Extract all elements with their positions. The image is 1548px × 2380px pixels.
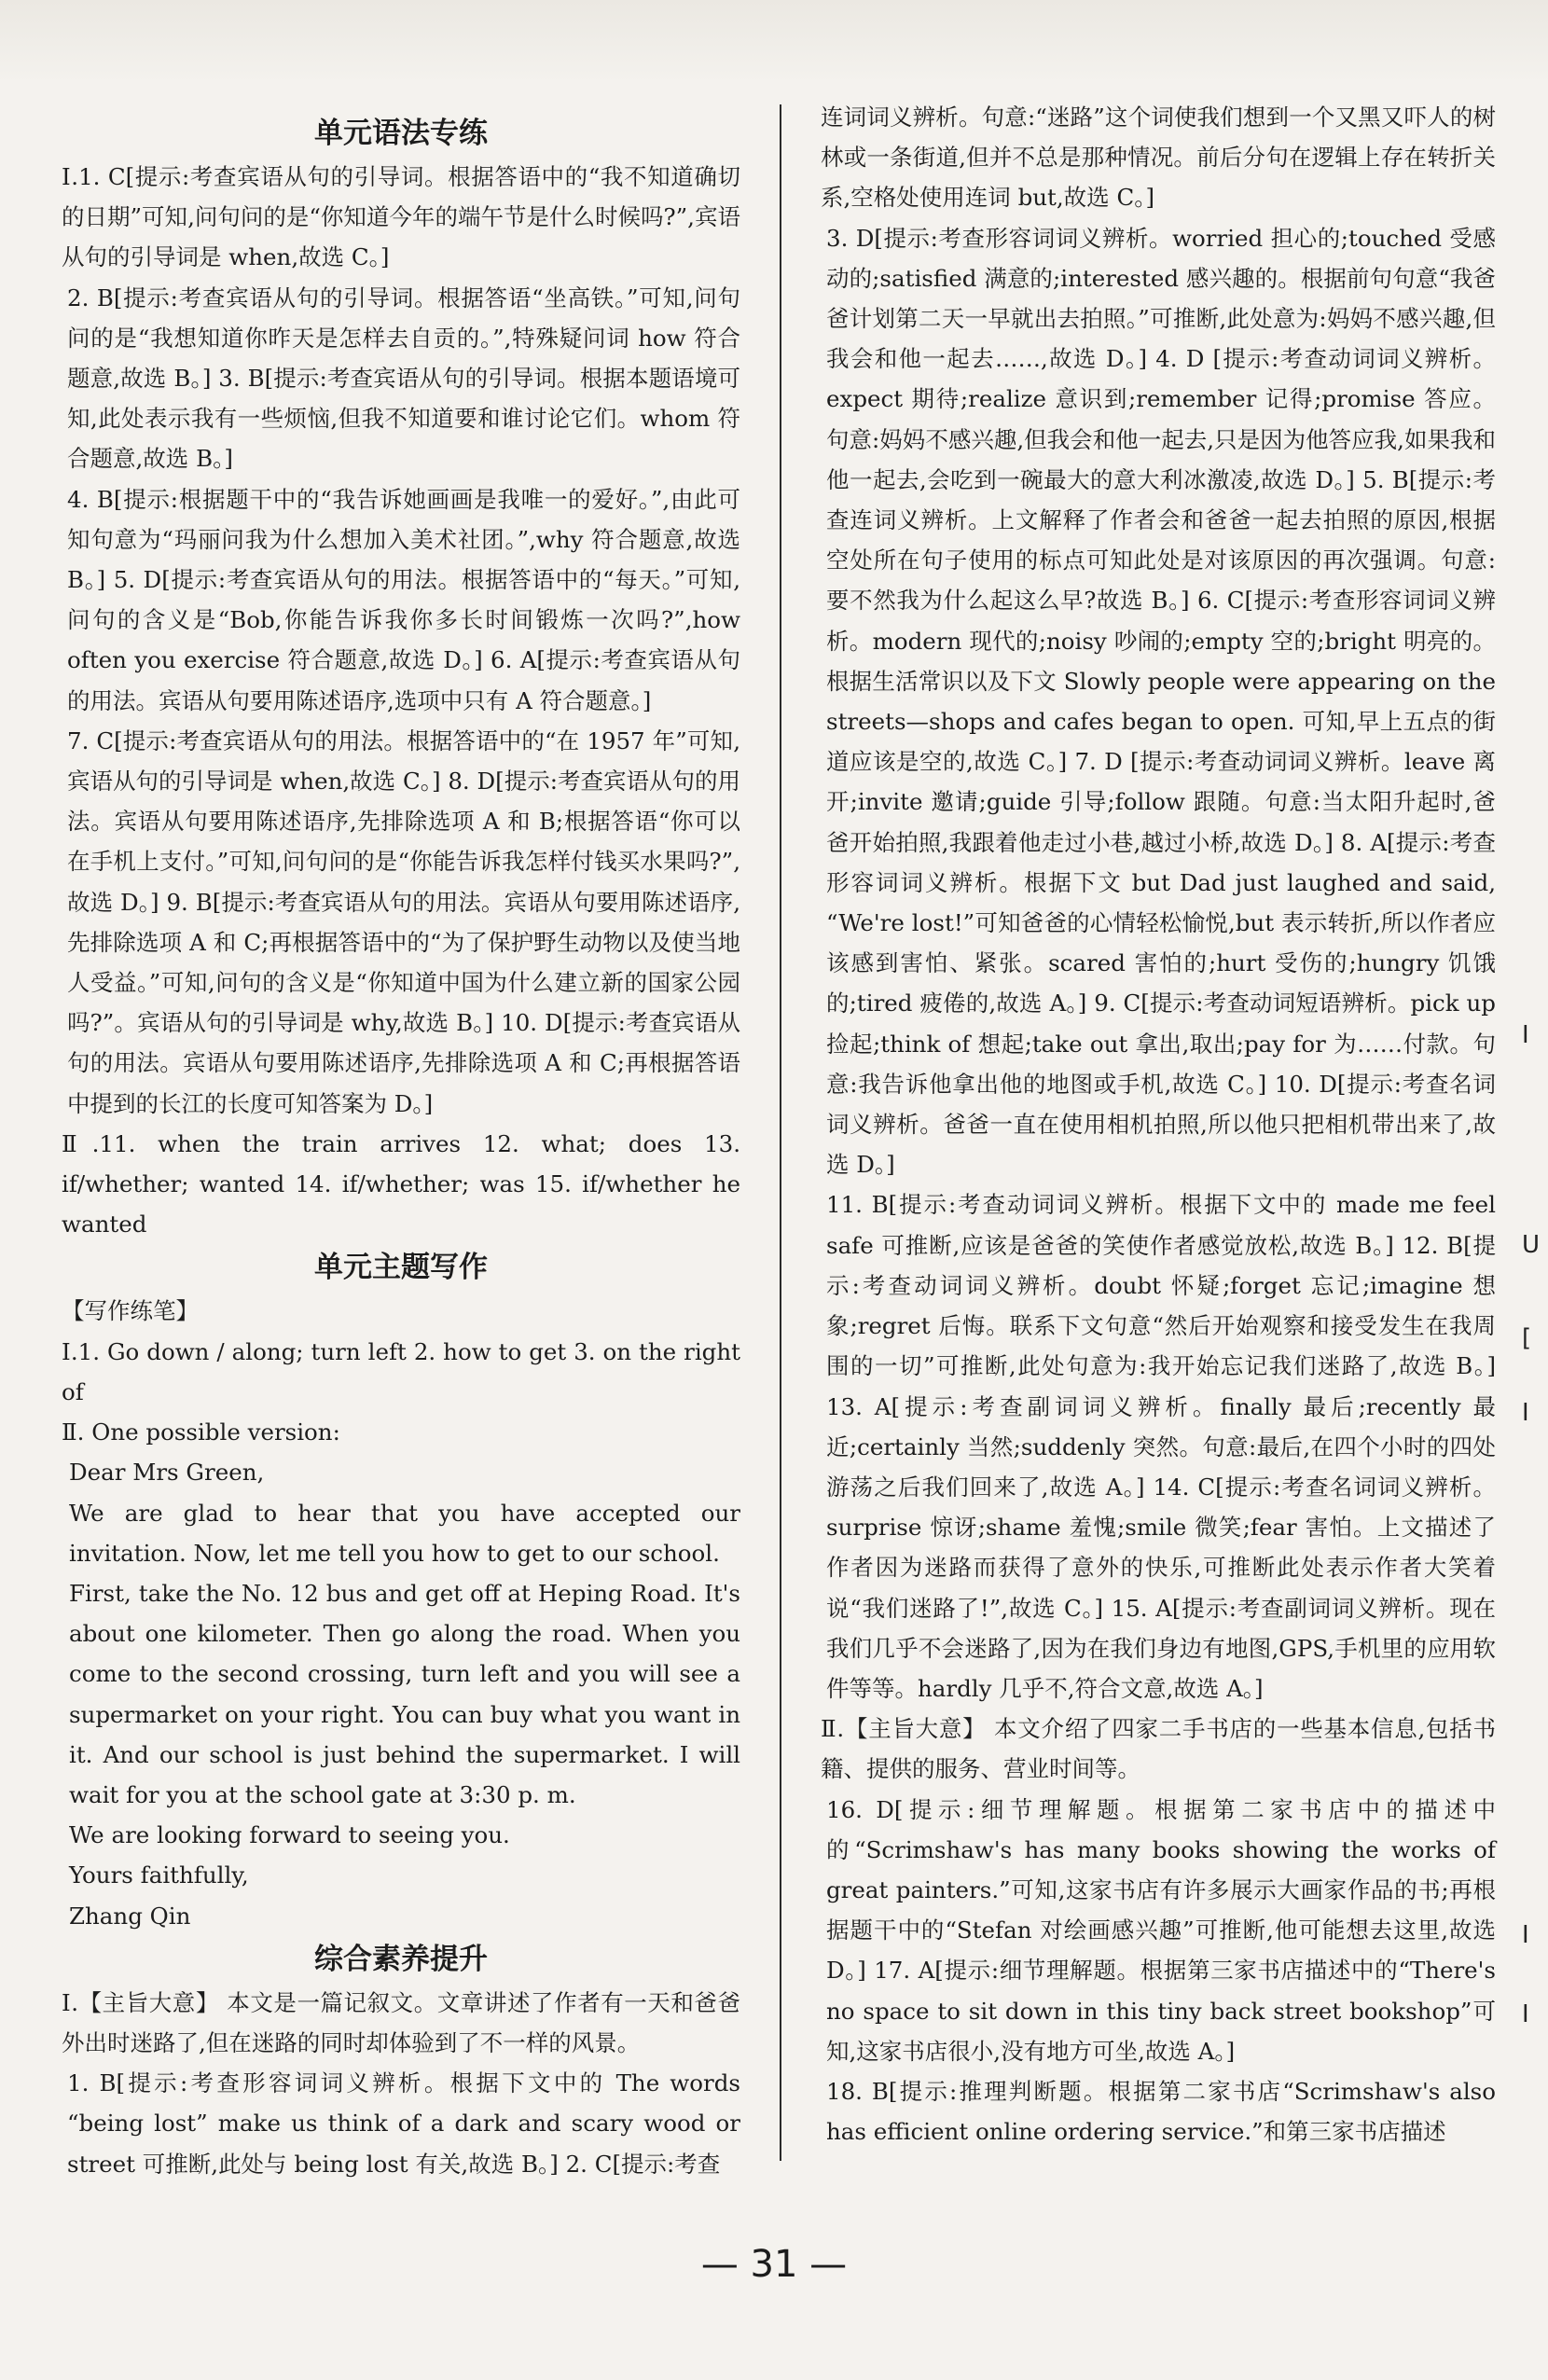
answer-paragraph: 3. D[提示:考查形容词词义辨析。worried 担心的;touched 受感动的;satisfied 满意的;interested 感兴趣的。根据前句句意“我爸爸计划第二天一早就出去拍照。”可推断,此处意为:妈妈不感兴趣,但我会和他一起去……,故选 D。] 4. D [提示:考查动词词义辨析。expect 期待;realize 意识到;remember 记得;promise 答应。句意:妈妈不感兴趣,但我会和他一起去,只是因为他答应我,如果我和他一起去,会吃到一碗最大的意大利冰激凌,故选 D。] 5. B[提示:考查连词义辨析。上文解释了作者会和爸爸一起去拍照的原因,根据空处所在句子使用的标点可知此处是对该原因的再次强调。句意:要不然我为什么起这么早?故选 B。] 6. C[提示:考查形容词词义辨析。modern 现代的;noisy 吵闹的;empty 空的;bright 明亮的。根据生活常识以及下文 Slowly people were appearing on the streets—shops and cafes began to open. 可知,早上五点的街道应该是空的,故选 C。] 7. D [提示:考查动词词义辨析。leave 离开;invite 邀请;guide 引导;follow 跟随。句意:当太阳升起时,爸爸开始拍照,我跟着他走过小巷,越过小桥,故选 D。] 8. A[提示:考查形容词词义辨析。根据下文 but Dad just laughed and said, “We're lost!”可知爸爸的心情轻松愉悦,but 表示转折,所以作者应该感到害怕、紧张。scared 害怕的;hurt 受伤的;hungry 饥饿的;tired 疲倦的,故选 A。] 9. C[提示:考查动词短语辨析。pick up 捡起;think of 想起;take out 拿出,取出;pay for 为……付款。句意:我告诉他拿出他的地图或手机,故选 C。] 10. D[提示:考查名词词义辨析。爸爸一直在使用相机拍照,所以他只把相机带出来了,故选 D。] <box>826 224 1496 1179</box>
left-column <box>62 110 740 2184</box>
answer-paragraph: 连词词义辨析。句意:“迷路”这个词使我们想到一个又黑又吓人的树林或一条街道,但并不总是那种情况。前后分句在逻辑上存在转折关系,空格处使用连词 but,故选 C。] <box>821 104 1496 212</box>
right-column <box>821 97 1496 2152</box>
letter-body: We are looking forward to seeing you. <box>69 1821 510 1849</box>
answer-paragraph: Ⅰ.【主旨大意】 本文是一篇记叙文。文章讲述了作者有一天和爸爸外出时迷路了,但在迷路的同时却体验到了不一样的风景。 <box>62 1988 740 2056</box>
edge-mark: U <box>1522 1231 1541 1259</box>
letter-body: We are glad to hear that you have accepted our invitation. Now, let me tell you how to get to our school. <box>69 1499 740 1567</box>
answer-paragraph: 2. B[提示:考查宾语从句的引导词。根据答语“坐高铁。”可知,问句问的是“我想知道你昨天是怎样去自贡的。”,特殊疑问词 how 符合题意,故选 B。] 3. B[提示:考查宾语从句的引导词。根据本题语境可知,此处表示我有一些烦恼,但我不知道要和谁讨论它们。whom 符合题意,故选 B。] <box>67 284 740 473</box>
letter-greeting: Dear Mrs Green, <box>69 1459 265 1487</box>
answer-paragraph: 7. C[提示:考查宾语从句的用法。根据答语中的“在 1957 年”可知,宾语从句的引导词是 when,故选 C。] 8. D[提示:考查宾语从句的用法。宾语从句要用陈述语序,先排除选项 A 和 B;根据答语“你可以在手机上支付。”可知,问句问的是“你能告诉我怎样付钱买水果吗?”,故选 D。] 9. B[提示:考查宾语从句的用法。宾语从句要用陈述语序,先排除选项 A 和 C;再根据答语中的“为了保护野生动物以及使当地人受益。”可知,问句的含义是“你知道中国为什么建立新的国家公园吗?”。宾语从句的引导词是 why,故选 B。] 10. D[提示:考查宾语从句的用法。宾语从句要用陈述语序,先排除选项 A 和 C;再根据答语中提到的长江的长度可知答案为 D。] <box>67 726 740 1117</box>
section-heading-grammar: 单元语法专练 <box>314 117 488 150</box>
column-divider <box>780 104 781 2161</box>
section-heading-writing: 单元主题写作 <box>314 1251 488 1285</box>
answer-paragraph: 1. B[提示:考查形容词词义辨析。根据下文中的 The words “being lost” make us think of a dark and scary wood or street 可推断,此处与 being lost 有关,故选 B。] 2. C[提示:考查 <box>67 2069 740 2178</box>
section-heading-comprehensive: 综合素养提升 <box>314 1942 488 1976</box>
letter-closing: Yours faithfully, <box>69 1861 249 1889</box>
edge-mark: I <box>1522 1921 1529 1949</box>
answer-paragraph: 18. B[提示:推理判断题。根据第二家书店“Scrimshaw's also has efficient online ordering service.”和第三家书店描述 <box>826 2077 1496 2146</box>
writing-answer: Ⅱ. One possible version: <box>62 1418 340 1446</box>
edge-mark: [ <box>1522 1324 1532 1352</box>
letter-body: First, take the No. 12 bus and get off at Heping Road. It's about one kilometer. Then go along the road. When you come to the second crossing, turn left and you will see a supermarket on your right. You can buy what you want in it. And our school is just behind the supermarket. I will wait for you at the school gate at 3:30 p. m. <box>69 1579 740 1808</box>
answer-paragraph: Ⅱ.11. when the train arrives 12. what; does 13. if/whether; wanted 14. if/whether; was 15. if/whether he wanted <box>62 1129 740 1238</box>
edge-mark: I <box>1522 1399 1529 1427</box>
answer-paragraph: 4. B[提示:根据题干中的“我告诉她画画是我唯一的爱好。”,由此可知句意为“玛丽问我为什么想加入美术社团。”,why 符合题意,故选 B。] 5. D[提示:考查宾语从句的用法。根据答语中的“每天。”可知,问句的含义是“Bob,你能告诉我你多长时间锻炼一次吗?”,how often you exercise 符合题意,故选 D。] 6. A[提示:考查宾语从句的用法。宾语从句要用陈述语序,选项中只有 A 符合题意。] <box>67 485 740 714</box>
letter-signature: Zhang Qin <box>69 1902 191 1930</box>
edge-mark: I <box>1522 1021 1529 1049</box>
edge-mark: I <box>1522 2000 1529 2028</box>
top-shade <box>0 0 1548 84</box>
writing-answer: Ⅰ.1. Go down / along; turn left 2. how to get 3. on the right of <box>62 1337 740 1405</box>
answer-paragraph: 16. D[提示:细节理解题。根据第二家书店中的描述中的“Scrimshaw's has many books showing the works of great painters.”可知,这家书店有许多展示大画家作品的书;再根据题干中的“Stefan 对绘画感兴趣”可推断,他可能想去这里,故选 D。] 17. A[提示:细节理解题。根据第三家书店描述中的“There's no space to sit down in this tiny back street bookshop”可知,这家书店很小,没有地方可坐,故选 A。] <box>826 1795 1496 2065</box>
practice-label: 【写作练笔】 <box>62 1297 199 1325</box>
answer-paragraph: 11. B[提示:考查动词词义辨析。根据下文中的 made me feel safe 可推断,应该是爸爸的笑使作者感觉放松,故选 B。] 12. B[提示:考查动词词义辨析。doubt 怀疑;forget 忘记;imagine 想象;regret 后悔。联系下文句意“然后开始观察和接受发生在我周围的一切”可推断,此处句意为:我开始忘记我们迷路了,故选 B。] 13. A[提示:考查副词词义辨析。finally 最后;recently 最近;certainly 当然;suddenly 突然。句意:最后,在四个小时的四处游荡之后我们回来了,故选 A。] 14. C[提示:考查名词词义辨析。surprise 惊讶;shame 羞愧;smile 微笑;fear 害怕。上文描述了作者因为迷路而获得了意外的快乐,可推断此处表示作者大笑着说“我们迷路了!”,故选 C。] 15. A[提示:考查副词词义辨析。现在我们几乎不会迷路了,因为在我们身边有地图,GPS,手机里的应用软件等等。hardly 几乎不,符合文意,故选 A。] <box>826 1191 1496 1702</box>
page-number: — 31 — <box>700 2243 848 2286</box>
answer-paragraph: Ⅰ.1. C[提示:考查宾语从句的引导词。根据答语中的“我不知道确切的日期”可知,问句问的是“你知道今年的端午节是什么时候吗?”,宾语从句的引导词是 when,故选 C。] <box>62 163 740 271</box>
answer-paragraph: Ⅱ.【主旨大意】 本文介绍了四家二手书店的一些基本信息,包括书籍、提供的服务、营业时间等。 <box>821 1715 1496 1783</box>
